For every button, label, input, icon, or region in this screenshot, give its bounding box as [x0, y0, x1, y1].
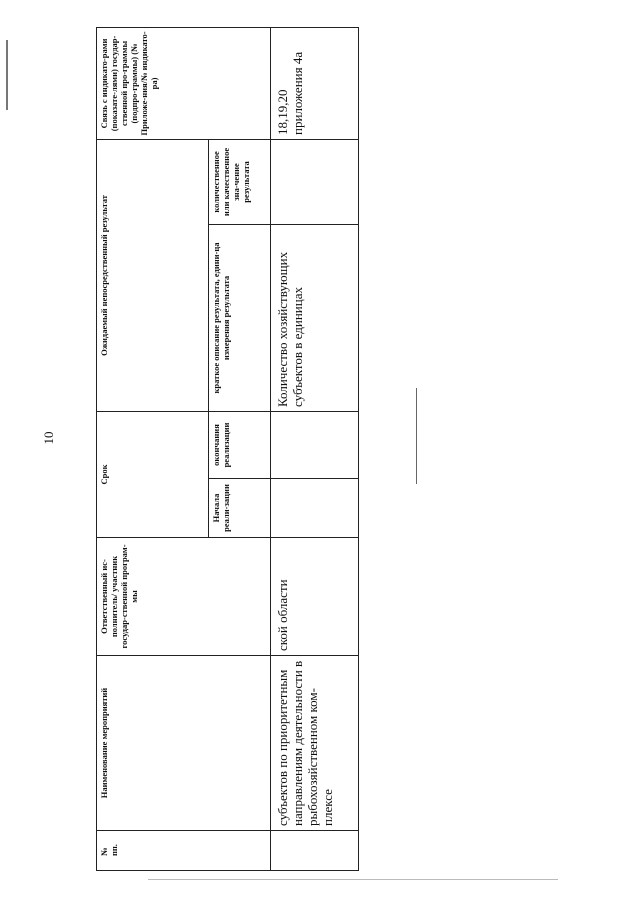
header-term: Срок: [97, 411, 209, 537]
header-number: № пп.: [97, 831, 271, 871]
page-number: 10: [41, 431, 56, 445]
header-result-value: количественное или качественное зна-чение результата: [209, 139, 271, 224]
rotated-table-container: [96, 28, 358, 871]
stray-scan-line: [416, 388, 417, 484]
header-indicator-link: Связь с индикато-рами (показате-лями) государ-ственной про-граммы (подпро-граммы) (№ Приложе-ния/№ индикато-ра): [97, 27, 271, 139]
header-result-description: краткое описание результата, едини-ца измерения результата: [209, 224, 271, 411]
header-expected-result: Ожидаемый непосредственный результат: [97, 139, 209, 411]
cell-result-description: Количество хозяйствующих субъектов в единицах: [271, 224, 359, 411]
cell-indicator-link: 18,19,20 приложения 4а: [271, 27, 359, 139]
program-activities-table: [96, 27, 359, 871]
header-executor: Ответственный ис-полнитель/ участник государ-ственной програм-мы: [97, 538, 271, 656]
cell-number: [271, 831, 359, 871]
cell-executor: ской области: [271, 538, 359, 656]
cell-term-start: [271, 479, 359, 538]
cell-activity-name: субъектов по приоритетным направлениям деятельности в рыбохозяйственном ком-плексе: [271, 656, 359, 831]
header-term-end: окончания реализации: [209, 411, 271, 478]
header-activity-name: Наименование мероприятий: [97, 656, 271, 831]
cell-result-value: [271, 139, 359, 224]
header-term-start: Начала реали-зации: [209, 479, 271, 538]
cell-term-end: [271, 411, 359, 478]
scan-bottom-line: [148, 879, 558, 880]
scan-edge-mark: [6, 40, 8, 110]
